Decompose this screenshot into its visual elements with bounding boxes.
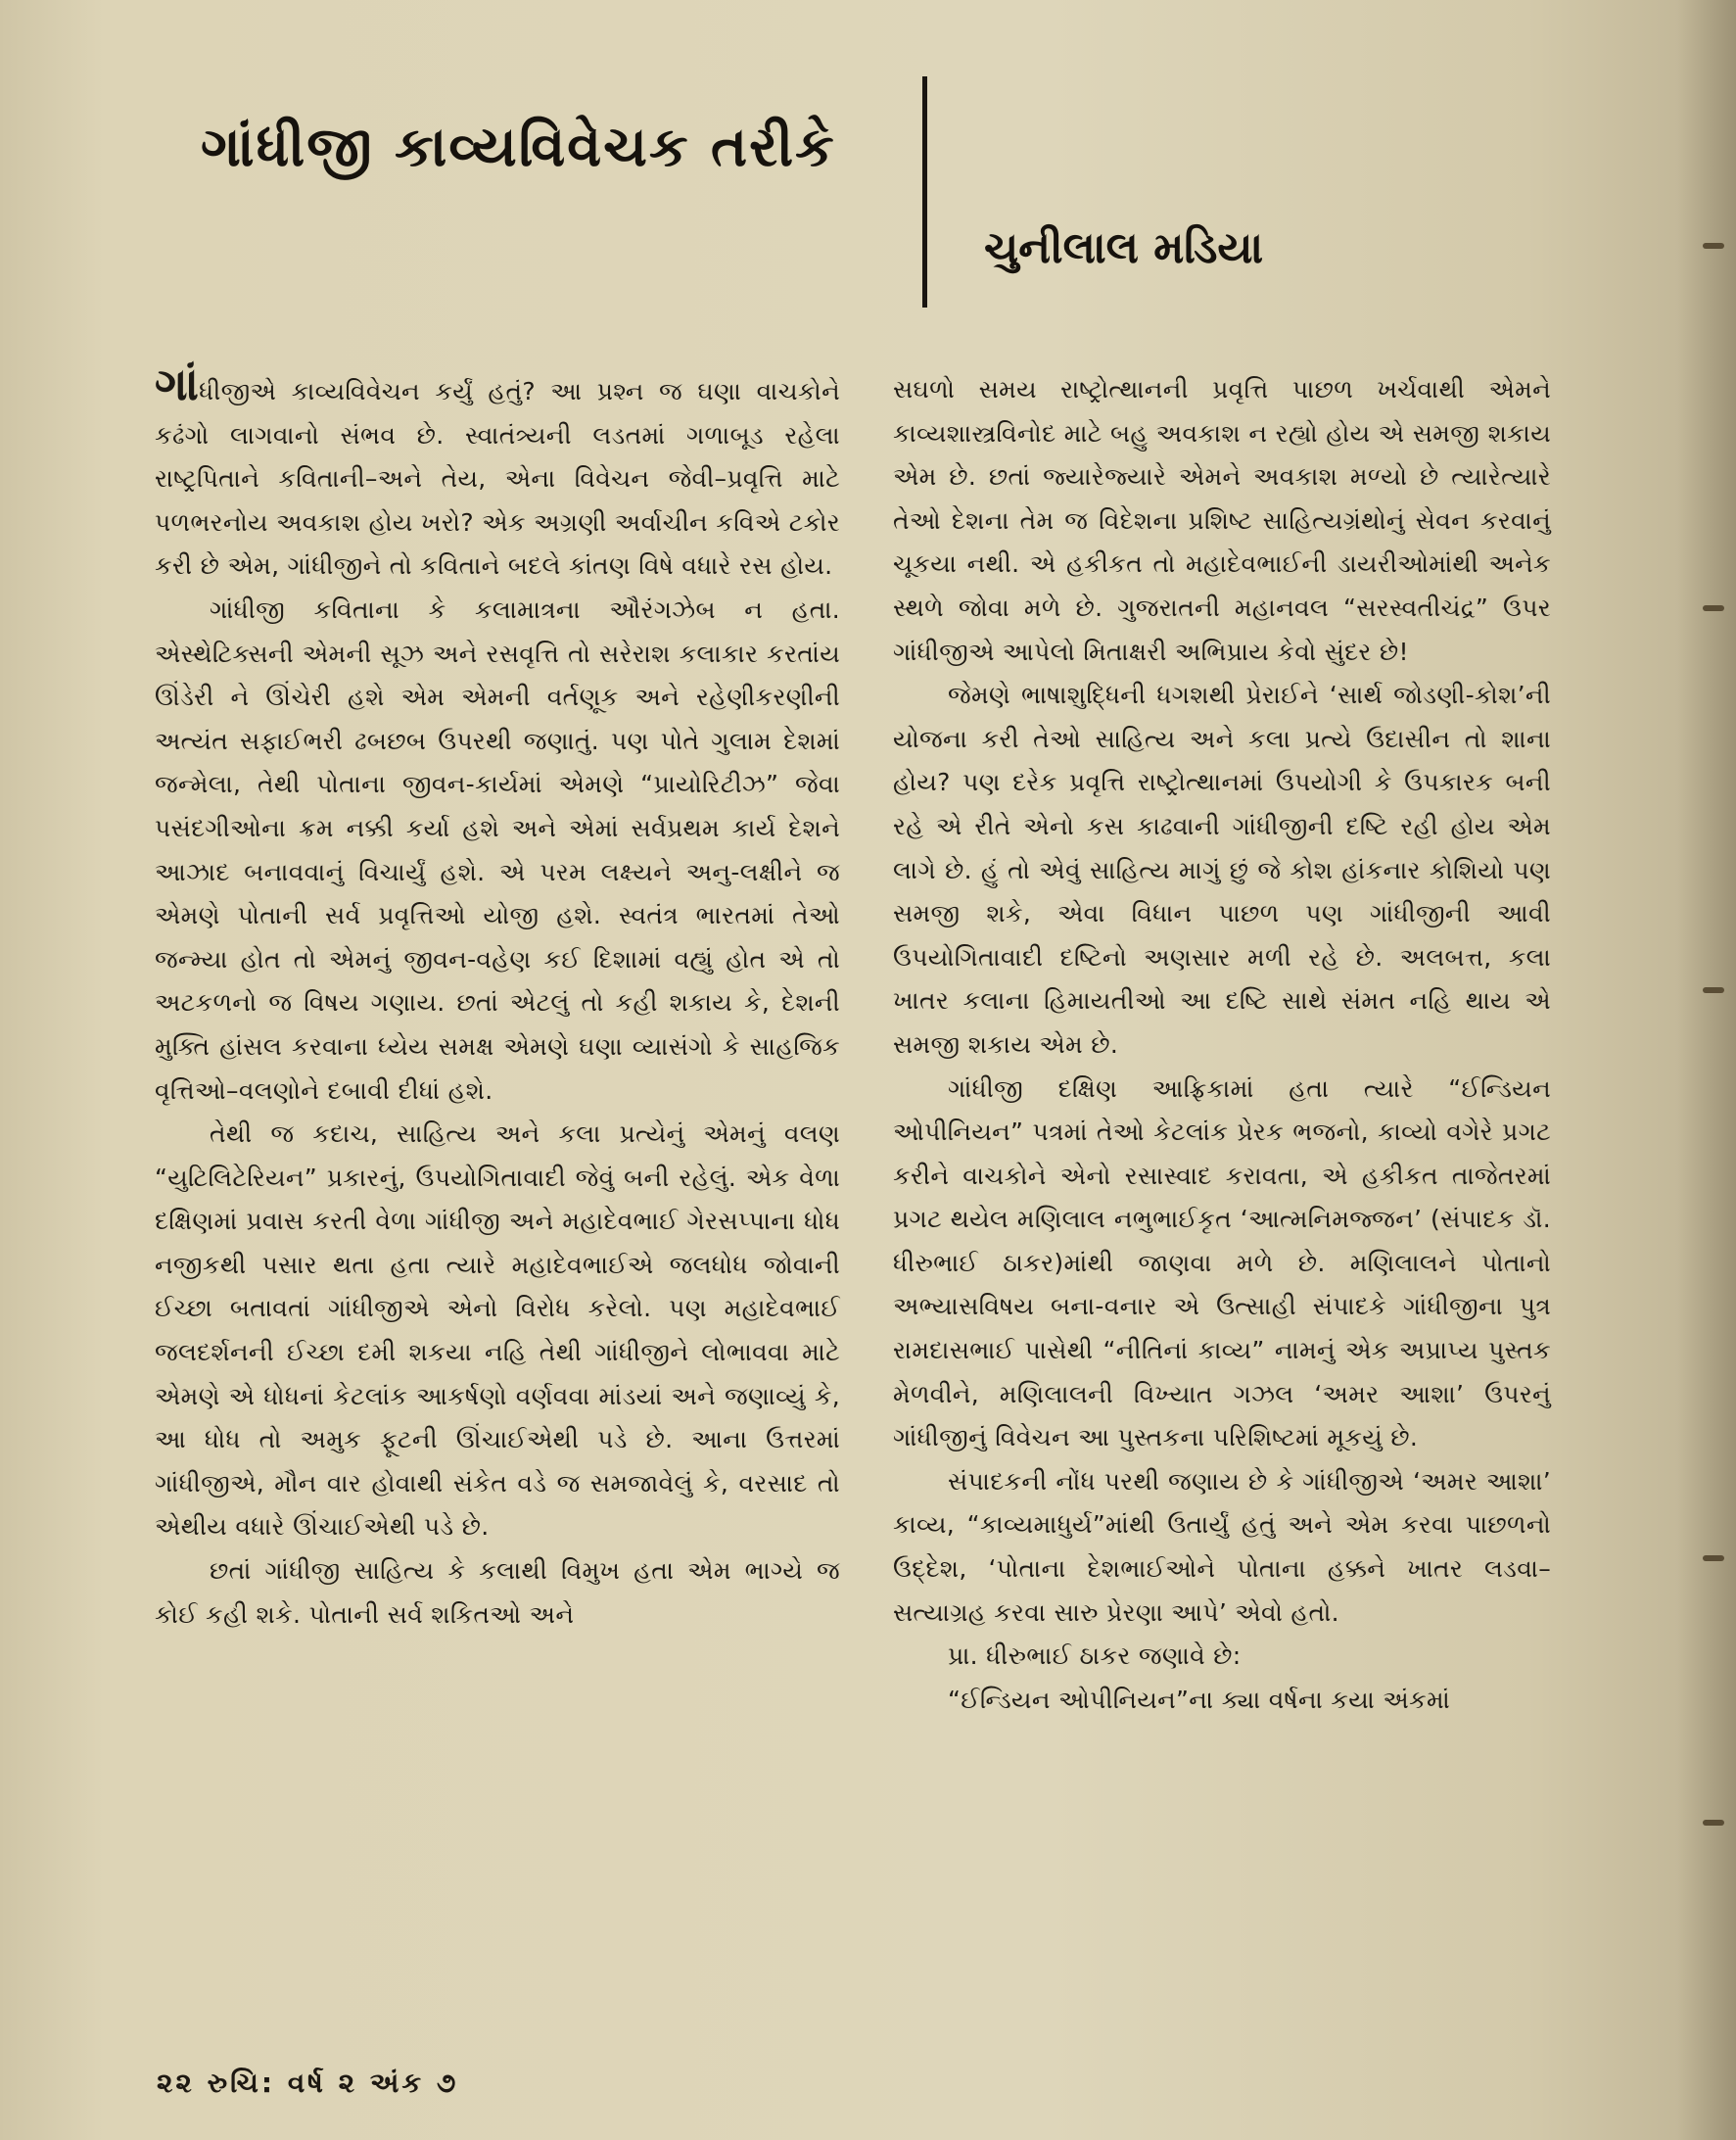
article-author: ચુનીલાલ મડિયા xyxy=(984,223,1264,273)
right-column xyxy=(893,368,1551,1722)
binding-thread xyxy=(1703,1555,1724,1561)
paragraph xyxy=(155,357,840,589)
binding-thread xyxy=(1703,605,1724,611)
article-title: ગાંધીજી કાવ્યવિવેચક તરીકે xyxy=(201,116,836,179)
paragraph: ગાંધીજી દક્ષિણ આફ્રિકામાં હતા ત્યારે “ઈન્ડિયન ઓપીનિયન” પત્રમાં તેઓ કેટલાંક પ્રેરક ભજનો, કાવ્યો વગેરે પ્રગટ કરીને વાચકોને એનો રસાસ્વાદ કરાવતા, એ હકીકત તાજેતરમાં પ્રગટ થયેલ મણિલાલ નભુભાઈકૃત ‘આત્મનિમજ્જન’ (સંપાદક ડૉ. ધીરુભાઈ ઠાકર)માંથી જાણવા મળે છે. મણિલાલને પોતાનો અભ્યાસવિષય બના-વનાર એ ઉત્સાહી સંપાદકે ગાંધીજીના પુત્ર રામદાસભાઈ પાસેથી “નીતિનાં કાવ્ય” નામનું એક અપ્રાપ્ય પુસ્તક મેળવીને, મણિલાલની વિખ્યાત ગઝલ ‘અમર આશા’ ઉપરનું ગાંધીજીનું વિવેચન આ પુસ્તકના પરિશિષ્ટમાં મૂકયું છે. xyxy=(893,1073,1551,1452)
paragraph: સઘળો સમય રાષ્ટ્રોત્થાનની પ્રવૃત્તિ પાછળ ખર્ચવાથી એમને કાવ્યશાસ્ત્રવિનોદ માટે બહુ અવકાશ ન રહ્યો હોય એ સમજી શકાય એમ છે. છતાં જ્યારેજ્યારે એમને અવકાશ મળ્યો છે ત્યારેત્યારે તેઓ દેશના તેમ જ વિદેશના પ્રશિષ્ટ સાહિત્યગ્રંથોનું સેવન કરવાનું ચૂકયા નથી. એ હકીકત તો મહાદેવભાઈની ડાયરીઓમાંથી અનેક સ્થળે જોવા મળે છે. ગુજરાતની મહાનવલ “સરસ્વતીચંદ્ર” ઉપર ગાંધીજીએ આપેલો મિતાક્ષરી અભિપ્રાય કેવો સુંદર છે! xyxy=(893,375,1551,666)
page-footer: ૨૨ રુચિ: વર્ષ ૨ અંક ૭ xyxy=(157,2067,459,2099)
binding-thread xyxy=(1703,987,1724,993)
left-column xyxy=(155,357,840,1637)
binding-thread xyxy=(1703,1820,1724,1826)
drop-cap: ગાં xyxy=(155,357,200,410)
paragraph-text: ધીજીએ કાવ્યવિવેચન કર્યું હતું? આ પ્રશ્ન જ ઘણા વાચકોને કઢંગો લાગવાનો સંભવ છે. સ્વાતંત્ર્યની લડતમાં ગળાબૂડ રહેલા રાષ્ટ્રપિતાને કવિતાની–અને તેય, એના વિવેચન જેવી–પ્રવૃત્તિ માટે પળભરનોય અવકાશ હોય ખરો? એક અગ્રણી અર્વાચીન કવિએ ટકોર કરી છે એમ, ગાંધીજીને તો કવિતાને બદલે કાંતણ વિષે વધારે રસ હોય. xyxy=(155,377,840,581)
title-divider xyxy=(922,76,927,308)
paragraph: તેથી જ કદાચ, સાહિત્ય અને કલા પ્રત્યેનું એમનું વલણ “યુટિલિટેરિયન” પ્રકારનું, ઉપયોગિતાવાદી જેવું બની રહેલું. એક વેળા દક્ષિણમાં પ્રવાસ કરતી વેળા ગાંધીજી અને મહાદેવભાઈ ગેરસપ્પાના ધોધ નજીકથી પસાર થતા હતા ત્યારે મહાદેવભાઈએ જલધોધ જોવાની ઈચ્છા બતાવતાં ગાંધીજીએ એનો વિરોધ કરેલો. પણ મહાદેવભાઈ જલદર્શનની ઈચ્છા દમી શકયા નહિ તેથી ગાંધીજીને લોભાવવા માટે એમણે એ ધોધનાં કેટલાંક આકર્ષણો વર્ણવવા માંડયાં અને જણાવ્યું કે, આ ધોધ તો અમુક ફૂટની ઊંચાઈએથી પડે છે. આના ઉત્તરમાં ગાંધીજીએ, મૌન વાર હોવાથી સંકેત વડે જ સમજાવેલું કે, વરસાદ તો એથીય વધારે ઊંચાઈએથી પડે છે. xyxy=(155,1119,840,1542)
paragraph: છતાં ગાંધીજી સાહિત્ય કે કલાથી વિમુખ હતા એમ ભાગ્યે જ કોઈ કહી શકે. પોતાની સર્વ શકિતઓ અને xyxy=(155,1556,840,1629)
binding-thread xyxy=(1703,243,1724,249)
paragraph: ગાંધીજી કવિતાના કે કલામાત્રના ઔરંગઝેબ ન હતા. એસ્થેટિક્સની એમની સૂઝ અને રસવૃત્તિ તો સરેરાશ કલાકાર કરતાંય ઊંડેરી ને ઊંચેરી હશે એમ એમની વર્તણૂક અને રહેણીકરણીની અત્યંત સફાઈભરી ઢબછબ ઉપરથી જણાતું. પણ પોતે ગુલામ દેશમાં જન્મેલા, તેથી પોતાના જીવન-કાર્યમાં એમણે “પ્રાયોરિટીઝ” જેવા પસંદગીઓના ક્રમ નક્કી કર્યા હશે અને એમાં સર્વપ્રથમ કાર્ય દેશને આઝાદ બનાવવાનું વિચાર્યું હશે. એ પરમ લક્ષ્યને અનુ-લક્ષીને જ એમણે પોતાની સર્વ પ્રવૃત્તિઓ યોજી હશે. સ્વતંત્ર ભારતમાં તેઓ જન્મ્યા હોત તો એમનું જીવન-વહેણ કઈ દિશામાં વહ્યું હોત એ તો અટકળનો જ વિષય ગણાય. છતાં એટલું તો કહી શકાય કે, દેશની મુક્તિ હાંસલ કરવાના ધ્યેય સમક્ષ એમણે ઘણા વ્યાસંગો કે સાહજિક વૃત્તિઓ–વલણોને દબાવી દીધાં હશે. xyxy=(155,594,840,1105)
bleed-through-text xyxy=(960,39,1704,333)
paragraph: સંપાદકની નોંધ પરથી જણાય છે કે ગાંધીજીએ ‘અમર આશા’ કાવ્ય, “કાવ્યમાધુર્ય”માંથી ઉતાર્યું હતું અને એમ કરવા પાછળનો ઉદ્દેશ, ‘પોતાના દેશભાઈઓને પોતાના હક્કને ખાતર લડવા–સત્યાગ્રહ કરવા સારુ પ્રેરણા આપે’ એવો હતો. xyxy=(893,1466,1551,1627)
paragraph: જેમણે ભાષાશુદ્ધિની ધગશથી પ્રેરાઈને ‘સાર્થ જોડણી-કોશ’ની યોજના કરી તેઓ સાહિત્ય અને કલા પ્રત્યે ઉદાસીન તો શાના હોય? પણ દરેક પ્રવૃત્તિ રાષ્ટ્રોત્થાનમાં ઉપયોગી કે ઉપકારક બની રહે એ રીતે એનો કસ કાઢવાની ગાંધીજીની દષ્ટિ રહી હોય એમ લાગે છે. હું તો એવું સાહિત્ય માગું છું જે કોશ હાંકનાર કોશિયો પણ સમજી શકે, એવા વિધાન પાછળ પણ ગાંધીજીની આવી ઉપયોગિતાવાદી દષ્ટિનો અણસાર મળી રહે છે. અલબત્ત, કલા ખાતર કલાના હિમાયતીઓ આ દષ્ટિ સાથે સંમત નહિ થાય એ સમજી શકાય એમ છે. xyxy=(893,681,1551,1059)
paragraph: “ઈન્ડિયન ઓપીનિયન”ના ક્યા વર્ષના કયા અંકમાં xyxy=(948,1685,1451,1714)
paragraph: પ્રા. ધીરુભાઈ ઠાકર જણાવે છે: xyxy=(948,1641,1242,1671)
